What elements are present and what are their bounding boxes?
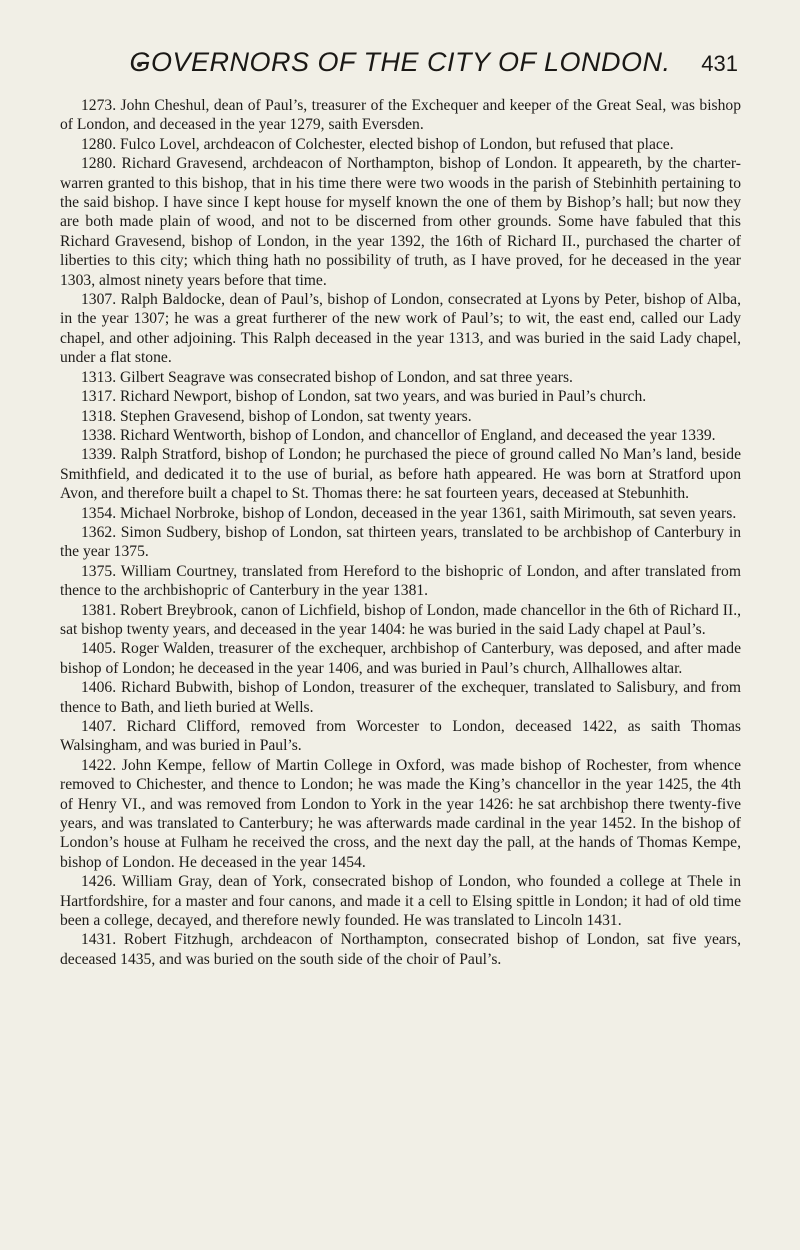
entry-1338: 1338. Richard Wentworth, bishop of London, and chancellor of England, and deceased the year 1339. xyxy=(81,426,716,444)
entry-1280-richard-gravesend: 1280. Richard Gravesend, archdeacon of Northampton, bishop of London. It appeareth, by the charter-warren granted to this bishop, that in his time there were two woods in the parish of Stebinhith pertaining to the said bishop. I have since I kept house for myself known the one of them by Bishop’s hall; but now they are both made plain of wood, and not to be discerned from other grounds. Some have fabuled that this Richard Gravesend, bishop of London, in the year 1392, the 16th of Richard II., purchased the charter of liberties to this city; which thing hath no possibility of truth, as I have proved, for he deceased in the year 1303, almost ninety years before that time. xyxy=(60,155,741,289)
entry-1318: 1318. Stephen Gravesend, bishop of London, sat twenty years. xyxy=(81,407,472,425)
entry-1375: 1375. William Courtney, translated from Hereford to the bishopric of London, and after translated from thence to the archbishopric of Canterbury in the year 1381. xyxy=(60,562,741,600)
body-text xyxy=(60,96,741,969)
entry-1273: 1273. John Cheshul, dean of Paul’s, treasurer of the Exchequer and keeper of the Great Seal, was bishop of London, and deceased in the year 1279, saith Eversden. xyxy=(60,97,741,134)
running-title: GOVERNORS OF THE CITY OF LONDON. xyxy=(129,47,671,77)
entry-1307: 1307. Ralph Baldocke, dean of Paul’s, bishop of London, consecrated at Lyons by Peter, bishop of Alba, in the year 1307; he was a great furtherer of the new work of Paul’s; to wit, the east end, called our Lady chapel, and other adjoining. This Ralph deceased in the year 1313, and was buried in the said Lady chapel, under a flat stone. xyxy=(60,291,741,367)
entry-1406: 1406. Richard Bubwith, bishop of London, treasurer of the exchequer, translated to Salisbury, and from thence to Bath, and lieth buried at Wells. xyxy=(60,679,741,716)
entry-1362: 1362. Simon Sudbery, bishop of London, sat thirteen years, translated to be archbishop of Canterbury in the year 1375. xyxy=(60,523,741,561)
entry-1313: 1313. Gilbert Seagrave was consecrated bishop of London, and sat three years. xyxy=(81,368,573,386)
entry-1407: 1407. Richard Clifford, removed from Worcester to London, deceased 1422, as saith Thomas Walsingham, and was buried in Paul’s. xyxy=(60,718,741,755)
entry-1339: 1339. Ralph Stratford, bishop of London; he purchased the piece of ground called No Man’s land, beside Smithfield, and dedicated it to the use of burial, as before hath appeared. He was born at Stratford upon Avon, and therefore built a chapel to St. Thomas there: he sat fourteen years, deceased at Stebunhith. xyxy=(60,446,741,503)
entry-1426: 1426. William Gray, dean of York, consecrated bishop of London, who founded a college at Thele in Hartfordshire, for a master and four canons, and made it a cell to Elsing spittle in London; it had of old time been a college, decayed, and therefore newly founded. He was translated to Lincoln 1431. xyxy=(60,873,741,930)
entry-1280-fulco-lovel: 1280. Fulco Lovel, archdeacon of Colchester, elected bishop of London, but refused that place. xyxy=(81,135,674,153)
page-number: 431 xyxy=(701,51,738,76)
entry-1381: 1381. Robert Breybrook, canon of Lichfield, bishop of London, made chancellor in the 6th of Richard II., sat bishop twenty years, and deceased in the year 1404: he was buried in the said Lady chapel at Paul’s. xyxy=(60,601,741,638)
entry-1354: 1354. Michael Norbroke, bishop of London, deceased in the year 1361, saith Mirimouth, sat seven years. xyxy=(81,504,737,522)
entry-1422: 1422. John Kempe, fellow of Martin College in Oxford, was made bishop of Rochester, from whence removed to Chichester, and thence to London; he was made the King’s chancellor in the year 1425, the 4th of Henry VI., and was removed from London to York in the year 1426: he sat archbishop there twenty-five years, and was translated to Canterbury; he was afterwards made cardinal in the year 1452. In the bishop of London’s house at Fulham he received the cross, and the next day the pall, at the hands of Thomas Kempe, bishop of London. He deceased in the year 1454. xyxy=(60,756,741,871)
running-header xyxy=(60,44,740,80)
entry-1317: 1317. Richard Newport, bishop of London, sat two years, and was buried in Paul’s church. xyxy=(81,388,647,406)
entry-1405: 1405. Roger Walden, treasurer of the exchequer, archbishop of Canterbury, was deposed, and after made bishop of London; he deceased in the year 1406, and was buried in Paul’s church, Allhallowes altar. xyxy=(60,640,741,677)
entry-1431: 1431. Robert Fitzhugh, archdeacon of Northampton, consecrated bishop of London, sat five years, deceased 1435, and was buried on the south side of the choir of Paul’s. xyxy=(60,931,741,968)
